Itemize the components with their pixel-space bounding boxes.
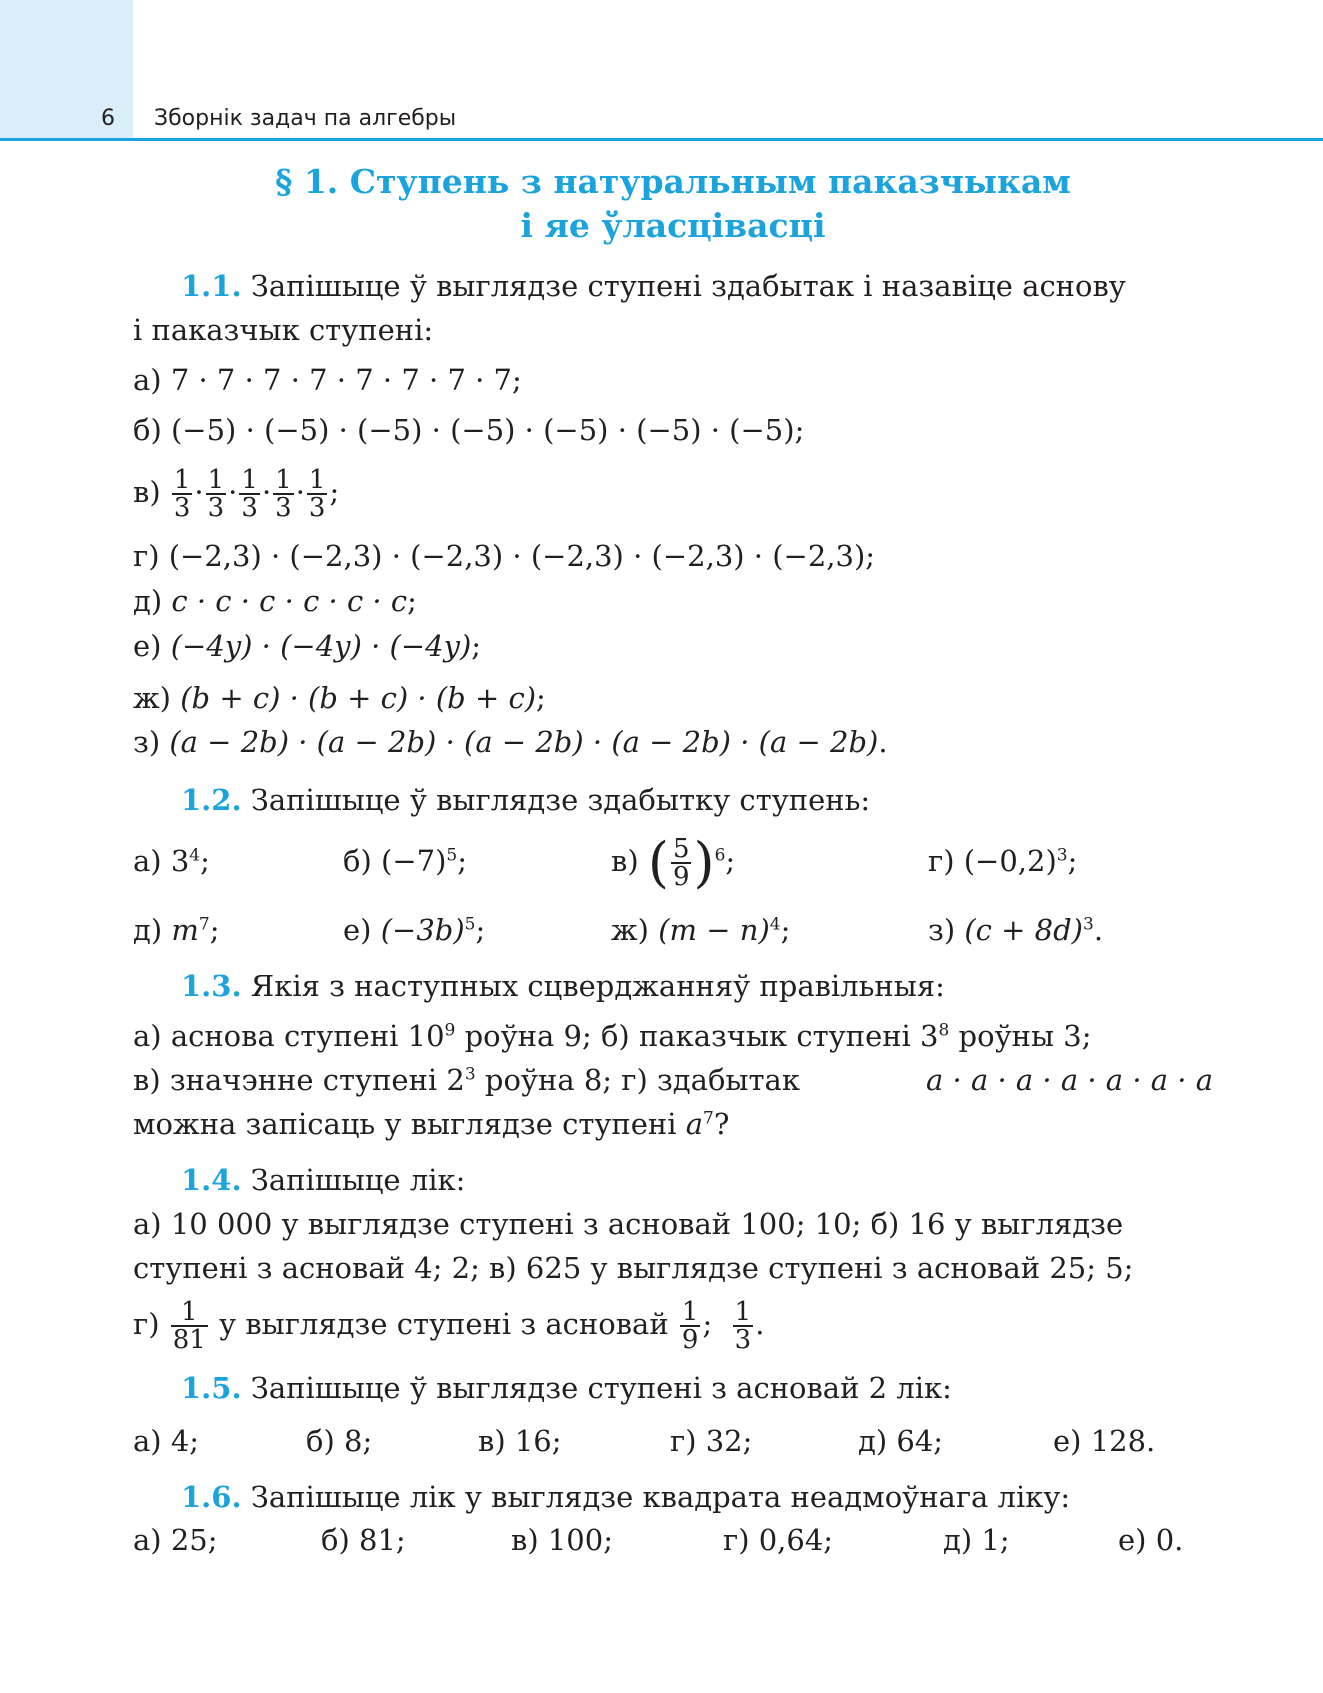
exercise-number: 1.2. — [181, 783, 242, 817]
exercise-1-2-zh: ж) $(m - n)^4$; — [611, 913, 791, 947]
exercise-1-1-d: д) c · c · c · c · c · c; — [133, 584, 417, 618]
exercise-1-5-intro — [181, 1370, 952, 1406]
dot: · — [228, 475, 238, 509]
exercise-1-6-item: г) 0,64; — [723, 1523, 834, 1557]
exercise-1-5-item: б) 8; — [306, 1424, 373, 1458]
exercise-text: Якія з наступных сцверджанняў правільныя: — [250, 969, 945, 1003]
exercise-1-1-intro-cont: і паказчык ступені: — [133, 313, 434, 347]
exercise-1-2-a: а) $3^4$; — [133, 844, 210, 878]
fraction: $\frac{1}{3}$ — [207, 465, 225, 523]
section-title-line2: і яе ўласцівасці — [520, 206, 826, 245]
exercise-text: Запішыце лік у выглядзе квадрата неадмоўнага ліку: — [250, 1480, 1071, 1514]
exercise-1-4-line3: г) $\frac{1}{81}$ у выглядзе ступені з асновай $\frac{1}{9}$ ; $\frac{1}{3}$ . — [133, 1297, 765, 1355]
exercise-text: Запішыце ў выглядзе здабытку ступень: — [250, 783, 871, 817]
fraction: $\frac{1}{3}$ — [241, 465, 258, 523]
semicolon: ; — [329, 475, 340, 509]
exercise-1-3-line2: в) значэнне ступені $2^3$ роўна 8; г) здабытак a · a · a · a · a · a · a — [133, 1063, 1213, 1097]
book-title: Зборнік задач па алгебры — [154, 106, 457, 131]
exercise-1-4-line1: а) 10 000 у выглядзе ступені з асновай 100; 10; б) 16 у выглядзе — [133, 1207, 1124, 1241]
exercise-1-1-a: а) 7 · 7 · 7 · 7 · 7 · 7 · 7 · 7; — [133, 363, 522, 397]
exercise-1-2-d: д) $m^7$; — [133, 913, 220, 947]
exercise-1-5-item: г) 32; — [670, 1424, 753, 1458]
dot: · — [295, 475, 305, 509]
exercise-1-5-item: е) 128. — [1053, 1424, 1156, 1458]
exercise-1-1-v — [133, 462, 339, 522]
exercise-number: 1.6. — [181, 1480, 242, 1514]
exercise-1-6-intro — [181, 1479, 1070, 1515]
fraction: $\frac{1}{3}$ — [173, 465, 191, 523]
exercise-1-1-e: е) (−4y) · (−4y) · (−4y); — [133, 629, 482, 663]
exercise-1-6-item: е) 0. — [1118, 1523, 1184, 1557]
exercise-1-5-item: д) 64; — [858, 1424, 944, 1458]
exercise-1-5-item: а) 4; — [133, 1424, 200, 1458]
exercise-1-6-item: в) 100; — [511, 1523, 613, 1557]
exercise-text: Запішыце лік: — [250, 1163, 466, 1197]
header-divider — [0, 138, 1323, 141]
exercise-1-5-item: в) 16; — [478, 1424, 562, 1458]
exercise-1-4-line2: ступені з асновай 4; 2; в) 625 у выглядзе ступені з асновай 25; 5; — [133, 1251, 1134, 1285]
exercise-number: 1.4. — [181, 1163, 242, 1197]
exercise-1-3-intro — [181, 968, 945, 1004]
dot: · — [261, 475, 272, 509]
fraction: $\frac{1}{3}$ — [308, 465, 326, 523]
exercise-1-6-item: а) 25; — [133, 1523, 218, 1557]
exercise-1-2-e: е) $(-3b)^5$; — [343, 913, 486, 947]
exercise-1-2-g: г) $(-0,2)^3$; — [928, 844, 1078, 878]
exercise-1-2-z: з) $(c + 8d)^3$. — [928, 913, 1104, 947]
item-label: в) — [133, 475, 161, 509]
exercise-1-6-item: б) 81; — [321, 1523, 406, 1557]
exercise-1-6-item: д) 1; — [943, 1523, 1010, 1557]
exercise-1-2-intro — [181, 782, 870, 818]
dot: · — [194, 475, 204, 509]
exercise-1-1-b: б) (−5) · (−5) · (−5) · (−5) · (−5) · (−5) · (−5); — [133, 413, 805, 447]
exercise-1-3-line1: а) аснова ступені $10^9$ роўна 9; б) паказчык ступені $3^8$ роўны 3; — [133, 1019, 1092, 1053]
exercise-text: Запішыце ў выглядзе ступені здабытак і назавіце аснову — [250, 269, 1126, 303]
exercise-1-2-b: б) $(-7)^5$; — [343, 844, 467, 878]
exercise-1-4-intro — [181, 1162, 465, 1198]
page-number: 6 — [101, 106, 115, 131]
exercise-1-1-intro — [181, 268, 1126, 304]
exercise-number: 1.3. — [181, 969, 242, 1003]
section-title-line1: § 1. Ступень з натуральным паказчыкам — [275, 162, 1071, 201]
exercise-text: Запішыце ў выглядзе ступені з асновай 2 лік: — [250, 1371, 952, 1405]
exercise-1-1-z: з) (a − 2b) · (a − 2b) · (a − 2b) · (a − 2b) · (a − 2b). — [133, 725, 888, 759]
exercise-number: 1.5. — [181, 1371, 242, 1405]
exercise-1-1-zh: ж) (b + c) · (b + c) · (b + c); — [133, 681, 546, 715]
exercise-1-3-line3: можна запісаць у выглядзе ступені $a^7$? — [133, 1107, 730, 1141]
exercise-1-1-g: г) (−2,3) · (−2,3) · (−2,3) · (−2,3) · (−2,3) · (−2,3); — [133, 539, 876, 573]
exercise-number: 1.1. — [181, 269, 242, 303]
fraction: $\frac{1}{3}$ — [275, 465, 292, 523]
exercise-1-2-v: в) ( $\frac{5}{9}$ )$^6$; — [611, 831, 736, 894]
